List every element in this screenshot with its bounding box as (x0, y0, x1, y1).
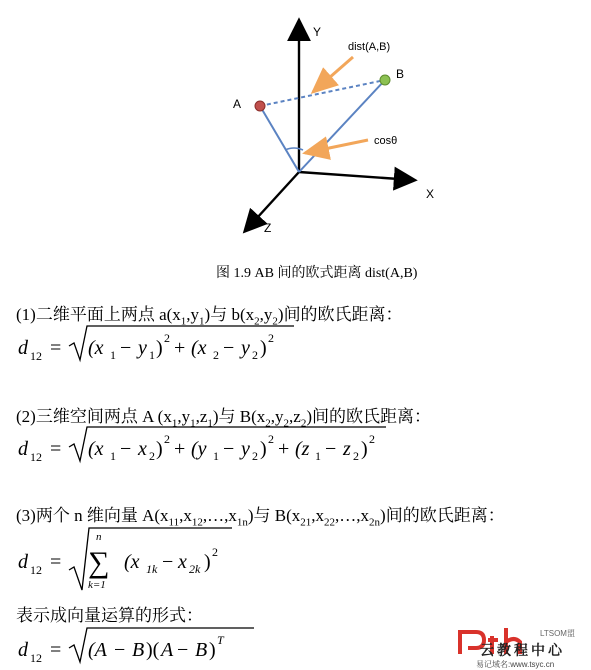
dist-pointer-arrow (313, 57, 353, 92)
svg-text:−: − (177, 639, 189, 661)
watermark (458, 626, 591, 670)
svg-text:−: − (223, 337, 235, 359)
x-axis (299, 172, 413, 180)
svg-text:): ) (204, 551, 211, 573)
svg-text:2: 2 (212, 545, 218, 559)
svg-text:(x: (x (88, 438, 104, 460)
section-1-heading: (1)二维平面上两点 $a(x_1,y_1)$与 $b(x_2,y_2)$间的欧氏距离： (16, 305, 403, 328)
svg-text:k=1: k=1 (88, 579, 106, 591)
watermark-url: 易记域名:www.tsyc.cn (476, 660, 555, 669)
svg-text:2: 2 (252, 348, 258, 362)
svg-text:1: 1 (315, 449, 321, 463)
watermark-top-text: LTSOM盟 (540, 629, 575, 638)
formula-nd (14, 524, 244, 594)
euclidean-distance-figure (0, 0, 591, 290)
svg-text:y: y (241, 438, 250, 460)
svg-text:2: 2 (252, 449, 258, 463)
svg-text:12: 12 (30, 651, 42, 665)
point-b-label: B (396, 67, 405, 81)
svg-text:2: 2 (353, 449, 359, 463)
axis-x-label: X (426, 187, 435, 201)
section-3-heading: (3)两个 n 维向量 $A(x_{11},x_{12},\dots,x_{1n})$与 $B(x_{21},x_{22},\dots,x_{2n})$间的欧氏距离： (16, 506, 505, 529)
svg-text:2: 2 (268, 331, 274, 345)
figure-caption: 图 1.9 AB 间的欧式距离 dist(A,B) (216, 266, 418, 281)
svg-text:2: 2 (213, 348, 219, 362)
svg-text:d: d (18, 551, 28, 573)
z-axis (246, 172, 299, 230)
svg-text:−: − (325, 438, 337, 460)
svg-text:1k: 1k (146, 562, 158, 576)
svg-text:B: B (195, 639, 208, 661)
svg-text:1: 1 (213, 449, 219, 463)
point-a-marker (255, 101, 265, 111)
svg-text:A: A (161, 639, 174, 661)
cos-label: cosθ (374, 135, 398, 147)
vector-oa (260, 106, 299, 172)
svg-text:−: − (114, 639, 126, 661)
svg-text:): ) (260, 438, 267, 460)
point-b-marker (380, 75, 390, 85)
svg-text:(x: (x (88, 337, 104, 359)
dist-label: dist(A,B) (348, 41, 391, 53)
svg-text:2k: 2k (189, 562, 201, 576)
svg-text:(A: (A (88, 639, 107, 661)
cos-pointer-arrow (305, 140, 368, 153)
svg-text:−: − (120, 438, 132, 460)
svg-text:12: 12 (30, 349, 42, 363)
vector-form-label: 表示成向量运算的形式： (16, 606, 203, 625)
svg-text:)(: )( (146, 639, 160, 661)
svg-text:1: 1 (149, 348, 155, 362)
svg-text:=: = (50, 337, 62, 359)
svg-text:y: y (138, 337, 147, 359)
svg-text:12: 12 (30, 563, 42, 577)
svg-text:): ) (361, 438, 368, 460)
svg-text:+: + (174, 438, 186, 460)
svg-text:2: 2 (164, 331, 170, 345)
svg-text:12: 12 (30, 450, 42, 464)
svg-text:=: = (50, 438, 62, 460)
svg-text:y: y (241, 337, 250, 359)
svg-text:∑: ∑ (88, 546, 110, 579)
svg-text:B: B (132, 639, 145, 661)
axis-z-label: Z (264, 221, 272, 235)
watermark-cn: 云教程中心 (480, 643, 565, 659)
svg-text:(x: (x (191, 337, 207, 359)
svg-text:+: + (278, 438, 290, 460)
svg-text:z: z (343, 438, 351, 460)
svg-text:(z: (z (295, 438, 310, 460)
vector-ob (299, 80, 385, 172)
svg-text:2: 2 (164, 432, 170, 446)
svg-text:n: n (96, 531, 102, 543)
formula-2d (14, 322, 304, 366)
section-2-heading: (2)三维空间两点 A $(x_1,y_1,z_1)$与 $B(x_2,y_2,z_2)$间的欧氏距离： (16, 407, 432, 430)
svg-text:1: 1 (110, 348, 116, 362)
svg-text:): ) (156, 438, 163, 460)
svg-text:(x: (x (124, 551, 140, 573)
axis-y-label: Y (313, 25, 322, 39)
svg-text:x: x (178, 551, 187, 573)
svg-text:d: d (18, 639, 28, 661)
svg-text:=: = (50, 551, 62, 573)
svg-text:d: d (18, 337, 28, 359)
svg-text:−: − (223, 438, 235, 460)
svg-text:T: T (217, 633, 224, 647)
formula-vector (14, 624, 264, 668)
formula-3d (14, 423, 394, 467)
svg-text:): ) (209, 639, 216, 661)
svg-text:+: + (174, 337, 186, 359)
svg-text:d: d (18, 438, 28, 460)
angle-arc (285, 148, 303, 150)
svg-text:1: 1 (110, 449, 116, 463)
svg-text:): ) (156, 337, 163, 359)
svg-text:x: x (138, 438, 147, 460)
svg-text:=: = (50, 639, 62, 661)
svg-text:2: 2 (268, 432, 274, 446)
svg-text:−: − (120, 337, 132, 359)
svg-text:(y: (y (191, 438, 207, 460)
svg-text:2: 2 (149, 449, 155, 463)
svg-text:): ) (260, 337, 267, 359)
point-a-label: A (233, 97, 242, 111)
svg-text:2: 2 (369, 432, 375, 446)
svg-text:−: − (162, 551, 174, 573)
